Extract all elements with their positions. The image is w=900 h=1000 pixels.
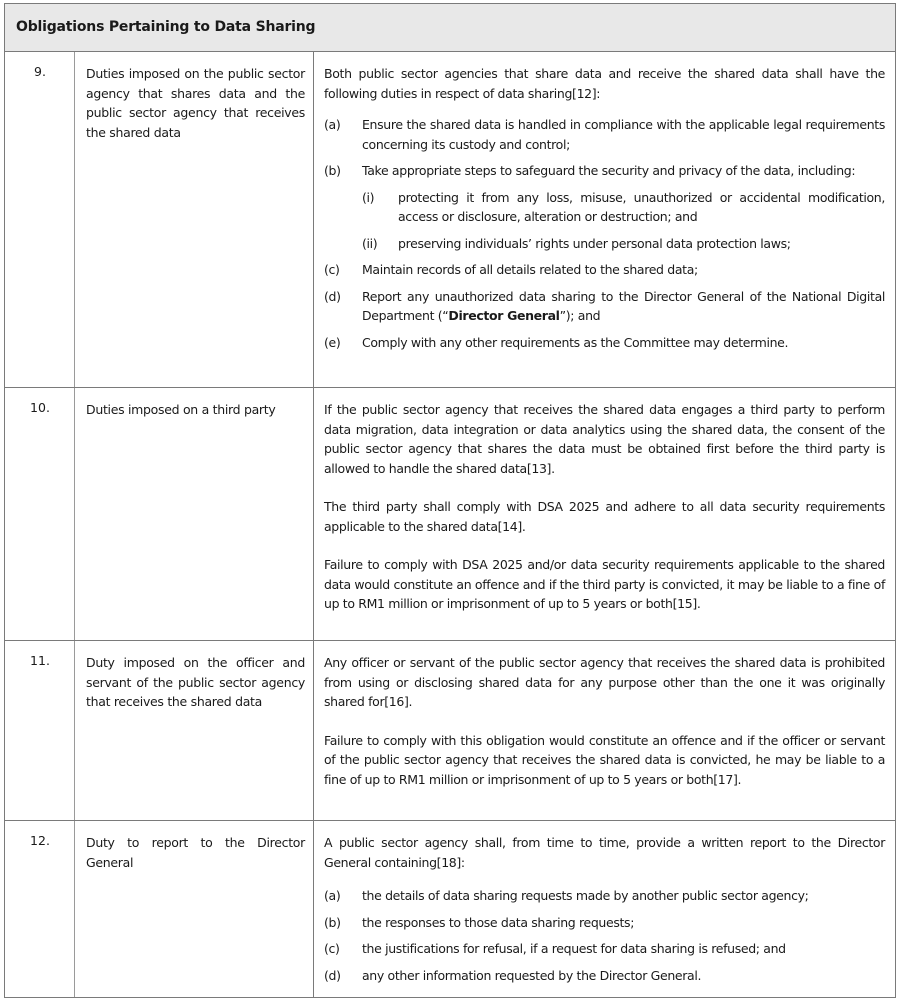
sub-list-item (362, 188, 885, 227)
item-label: (b) (324, 163, 341, 178)
row-title: Duty imposed on the officer and servant of the public sector agency that receives the shared data (86, 655, 305, 709)
item-label: (e) (324, 334, 341, 350)
row-number-cell (5, 641, 75, 820)
row-number: 11. (30, 653, 50, 668)
table-row (5, 388, 895, 641)
list-item (324, 939, 885, 959)
row-title: Duties imposed on a third party (86, 402, 276, 417)
table-row (5, 52, 895, 388)
list-item (324, 886, 885, 906)
item-label: (d) (324, 288, 341, 304)
table-title: Obligations Pertaining to Data Sharing (16, 19, 316, 35)
row-title: Duties imposed on the public sector agency that shares data and the public sector agency that receives the shared data (86, 66, 305, 140)
sub-item-text: protecting it from any loss, misuse, unauthorized or accidental modification, access or disclosure, alteration or destruction; and (398, 189, 885, 224)
item-text: the justifications for refusal, if a request for data sharing is refused; and (362, 941, 786, 956)
table-row (5, 641, 895, 821)
item-text: the responses to those data sharing requests; (362, 914, 635, 930)
row-number: 10. (30, 400, 50, 415)
obligations-table (4, 3, 896, 998)
item-text (362, 287, 885, 326)
item-text: Maintain records of all details related to the shared data; (362, 262, 698, 277)
row-number: 12. (30, 833, 50, 848)
intro-paragraph: Both public sector agencies that share data and receive the shared data shall have the following duties in respect of data sharing[12]: (324, 66, 885, 101)
row-body-cell (314, 52, 895, 387)
item-text: Take appropriate steps to safeguard the security and privacy of the data, including: (362, 163, 856, 178)
list-item (324, 260, 885, 280)
item-label: (a) (324, 888, 341, 903)
row-title-cell (75, 388, 314, 640)
sub-item-text: preserving individuals’ rights under personal data protection laws; (398, 235, 791, 251)
table-header (5, 4, 895, 52)
body-paragraph: Failure to comply with this obligation would constitute an offence and if the officer or servant of the public sector agency that receives the shared data is convicted, he may be liable to a fine of up to RM1 million or imprisonment of up to 5 years or both[17]. (324, 732, 885, 787)
defined-term: Director General (448, 308, 560, 323)
row-title-cell (75, 52, 314, 387)
sub-item-label: (i) (362, 189, 375, 205)
row-number-cell (5, 52, 75, 387)
item-text-part: Report any unauthorized data sharing to the Director General of the National Digital Department (“ (362, 288, 885, 323)
item-label: (b) (324, 914, 341, 930)
item-label: (a) (324, 117, 341, 132)
body-paragraph: If the public sector agency that receives the shared data engages a third party to perform data migration, data integration or data analytics using the shared data, the consent of the public sector agency that shares the data must be obtained first before the third party is allowed to handle the shared data[13]. (324, 402, 885, 476)
item-text: the details of data sharing requests made by another public sector agency; (362, 888, 809, 903)
sub-item-label: (ii) (362, 235, 378, 251)
body-paragraph: The third party shall comply with DSA 2025 and adhere to all data security requirements applicable to the shared data[14]. (324, 499, 885, 534)
row-title-cell (75, 641, 314, 820)
item-text-part: ”); and (559, 308, 601, 323)
row-number-cell (5, 821, 75, 997)
row-number: 9. (34, 64, 46, 79)
row-body-cell (314, 821, 895, 997)
row-title: Duty to report to the Director General (86, 835, 305, 870)
intro-paragraph: A public sector agency shall, from time to time, provide a written report to the Director General containing[18]: (324, 835, 885, 870)
item-label: (c) (324, 941, 340, 956)
table-row (5, 821, 895, 997)
item-text: any other information requested by the Director General. (362, 967, 702, 983)
list-item (324, 287, 885, 326)
sub-list-item (362, 234, 885, 254)
item-label: (d) (324, 967, 341, 983)
body-paragraph: Failure to comply with DSA 2025 and/or data security requirements applicable to the shared data would constitute an offence and if the third party is convicted, it may be liable to a fine of up to RM1 million or imprisonment of up to 5 years or both[15]. (324, 557, 885, 611)
row-body-cell (314, 641, 895, 820)
list-item (324, 161, 885, 181)
list-item (324, 115, 885, 154)
list-item (324, 966, 885, 986)
row-body-cell (314, 388, 895, 640)
body-paragraph: Any officer or servant of the public sector agency that receives the shared data is prohibited from using or disclosing shared data for any purpose other than the one it was originally shared for[16]. (324, 655, 885, 709)
item-text: Ensure the shared data is handled in compliance with the applicable legal requirements concerning its custody and control; (362, 117, 885, 152)
list-item (324, 333, 885, 353)
list-item (324, 913, 885, 933)
item-text: Comply with any other requirements as the Committee may determine. (362, 334, 789, 350)
item-label: (c) (324, 262, 340, 277)
row-title-cell (75, 821, 314, 997)
row-number-cell (5, 388, 75, 640)
